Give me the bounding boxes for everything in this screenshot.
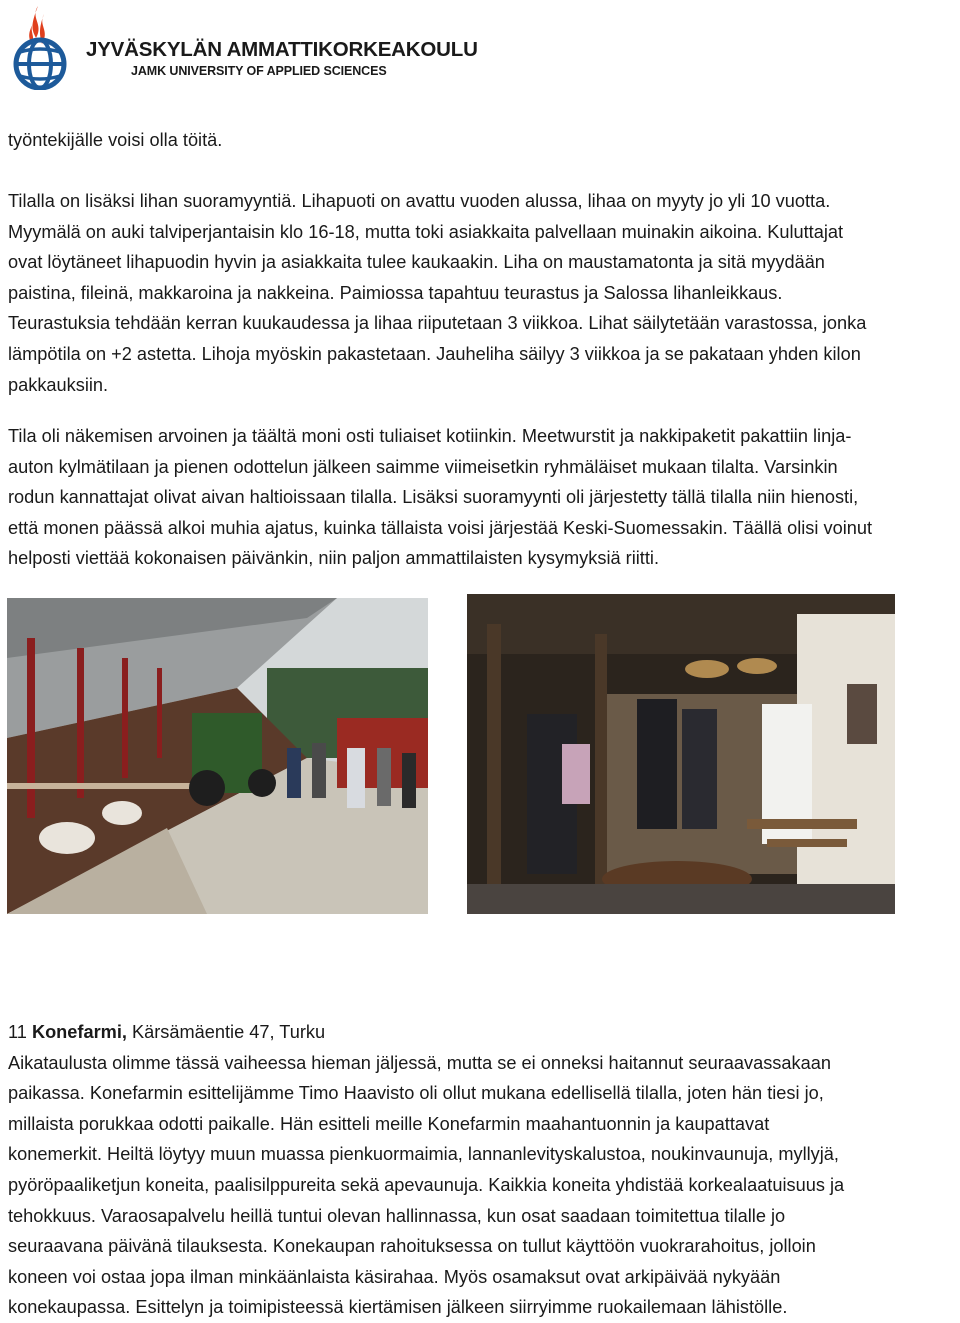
logo-text-finnish: JYVÄSKYLÄN AMMATTIKORKEAKOULU [86,38,478,61]
heading-number: 11 [8,1022,32,1042]
text-line: ovat löytäneet lihapuodin hyvin ja asiakkaita tulee kaukaakin. Liha on maustamatonta ja sitä myydään [8,252,825,273]
text-line: työntekijälle voisi olla töitä. [8,130,223,150]
text-line: Tilalla on lisäksi lihan suoramyyntiä. Lihapuoti on avattu vuoden alussa, lihaa on myyty jo yli 10 vuotta. [8,191,831,211]
logo-text-english: JAMK UNIVERSITY OF APPLIED SCIENCES [131,64,387,78]
page-header [8,4,478,90]
text-line: Tila oli näkemisen arvoinen ja täältä moni osti tuliaiset kotiinkin. Meetwurstit ja nakkipaketit pakattiin linja- [8,426,852,446]
text-line: pakkauksiin. [8,374,109,395]
text-line: paikassa. Konefarmin esittelijämme Timo Haavisto oli ollut mukana edellisellä tilalla, joten hän tiesi jo, [8,1083,824,1104]
text-line: auton kylmätilaan ja pienen odottelun jälkeen saimme viimeisetkin ryhmäläiset mukaan tilalta. Varsinkin [8,456,838,477]
text-line: Myymälä on auki talviperjantaisin klo 16-18, mutta toki asiakkaita palvellaan muinakin aikoina. Kuluttajat [8,221,844,242]
heading-address: Kärsämäentie 47, Turku [126,1022,326,1042]
text-line: lämpötila on +2 astetta. Lihoja myöskin pakastetaan. Jauheliha säilyy 3 viikkoa ja se pakataan yhden kilon [8,343,861,364]
text-line: seuraavana päivänä tilauksesta. Konekaupan rahoituksessa on tullut käyttöön vuokrarahoitus, jolloin [8,1236,816,1257]
paragraph-1 [8,125,952,156]
paragraph-3 [8,421,952,574]
text-line: pyöröpaaliketjun koneita, paalisilppureita sekä apevaunuja. Kaikkia koneita yhdistää korkealaatuisuus ja [8,1174,845,1195]
jamk-logo-icon [8,4,72,90]
text-line: tehokkuus. Varaosapalvelu heillä tuntui olevan hallinnassa, kun osat saadaan toimitettua tilalle jo [8,1205,786,1226]
heading-name: Konefarmi, [31,1022,127,1042]
text-line: koneen voi ostaa jopa ilman minkäänlaista käsirahaa. Myös osamaksut ovat arkipäivää nykyään [8,1266,781,1287]
section-heading [8,1017,952,1048]
paragraph-konefarmi [8,1017,952,1323]
text-line: paistina, fileinä, makkaroina ja nakkeina. Paimiossa tapahtuu teurastus ja Salossa lihanleikkaus. [8,282,783,303]
farm-shop-interior-photo [467,594,895,914]
text-line: konekaupassa. Esittelyn ja toimipisteessä kiertämisen jälkeen siirryimme ruokailemaan lähistölle. [8,1297,788,1318]
text-line: helposti viettää kokonaisen päivänkin, niin paljon ammattilaisten kysymyksiä riitti. [8,548,660,569]
barn-photo [7,598,428,914]
text-line: konemerkit. Heiltä löytyy muun muassa pienkuormaimia, lannanlevityskalustoa, noukinvaunuja, myllyjä, [8,1144,839,1165]
paragraph-2 [8,186,952,400]
text-line: millaista porukkaa odotti paikalle. Hän esitteli meille Konefarmin maahantuonnin ja kaupattavat [8,1113,770,1134]
text-line: Aikataulusta olimme tässä vaiheessa hieman jäljessä, mutta se ei onneksi haitannut seuraavassakaan [8,1052,831,1073]
text-line: rodun kannattajat olivat aivan haltioissaan tilalla. Lisäksi suoramyynti oli järjestetty tällä tilalla niin hienosti, [8,487,859,508]
text-line: että monen päässä alkoi muhia ajatus, kuinka tällaista voisi järjestää Keski-Suomessakin. Täällä olisi voinut [8,517,873,538]
text-line: Teurastuksia tehdään kerran kuukaudessa ja lihaa riiputetaan 3 viikkoa. Lihat säilytetään varastossa, jonka [8,313,867,334]
